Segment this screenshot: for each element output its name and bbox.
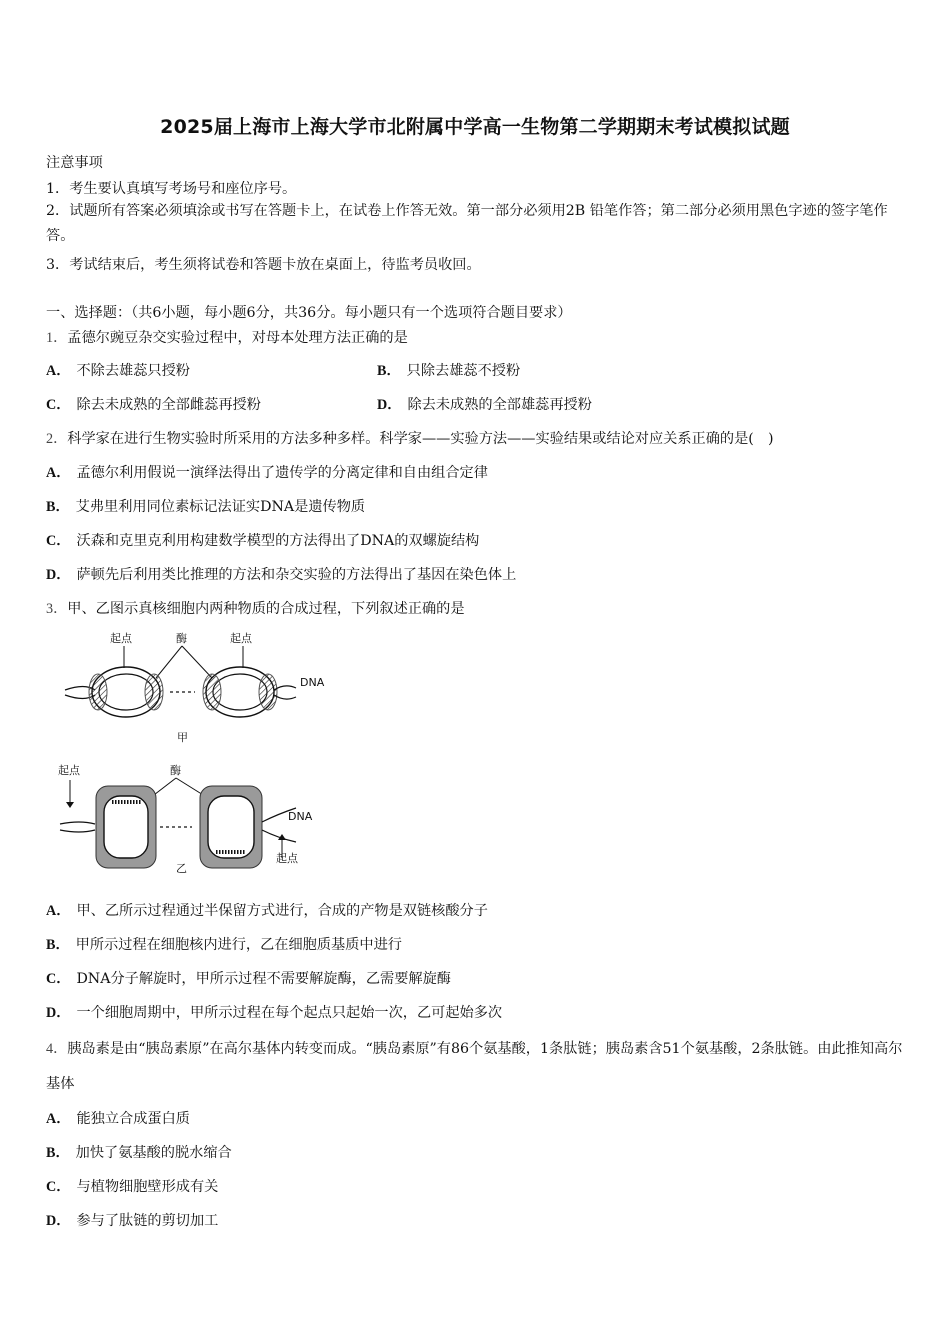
jia-enzyme-pointer <box>156 646 182 678</box>
option-letter: D． <box>46 1005 71 1021</box>
option-letter: A． <box>46 465 71 481</box>
yi-origin-label-2: 起点 <box>276 852 298 865</box>
question-text: 科学家在进行生物实验时所采用的方法多种多样。科学家——实验方法——实验结果或结论对应关系正确的是( ) <box>67 431 774 447</box>
question-text: 甲、乙图示真核细胞内两种物质的合成过程，下列叙述正确的是 <box>67 601 465 617</box>
question-stem <box>46 1032 908 1102</box>
option-b <box>377 360 520 380</box>
figure-jia <box>60 628 350 748</box>
notice-item: 3．考试结束后，考生须将试卷和答题卡放在桌面上，待监考员收回。 <box>46 257 481 273</box>
figure-yi <box>50 758 340 884</box>
option-c <box>46 394 261 414</box>
question-number: 3． <box>46 601 68 617</box>
yi-dna-strand <box>60 822 95 824</box>
jia-caption: 甲 <box>177 731 188 744</box>
option-text: 一个细胞周期中，甲所示过程在每个起点只起始一次，乙可起始多次 <box>76 1005 503 1021</box>
jia-enzyme-blob <box>89 674 107 710</box>
option-c <box>46 968 451 988</box>
option-letter: C． <box>46 533 71 549</box>
option-letter: C． <box>46 397 71 413</box>
question-number: 1． <box>46 330 68 346</box>
question-number: 4． <box>46 1041 68 1057</box>
option-d <box>46 1002 502 1022</box>
yi-dna-label: DNA <box>288 810 313 823</box>
option-text: 除去未成熟的全部雄蕊再授粉 <box>407 397 592 413</box>
option-letter: D． <box>46 1213 71 1229</box>
option-c <box>46 530 479 550</box>
option-b <box>46 496 365 516</box>
yi-origin-label-1: 起点 <box>58 764 80 777</box>
question-text: 胰岛素是由“胰岛素原”在高尔基体内转变而成。“胰岛素原”有86个氨基酸，1条肽链；胰岛素含51个氨基酸，2条肽链。由此推知高尔基体 <box>46 1041 903 1092</box>
option-text: 萨顿先后利用类比推理的方法和杂交实验的方法得出了基因在染色体上 <box>76 567 517 583</box>
option-letter: D． <box>46 567 71 583</box>
option-a <box>46 462 488 482</box>
question-stem <box>46 327 408 347</box>
option-a <box>46 360 190 380</box>
notice-item: 2．试题所有答案必须填涂或书写在答题卡上，在试卷上作答无效。第一部分必须用2B 铅笔作答；第二部分必须用黑色字迹的签字笔作答。 <box>46 203 888 244</box>
section-heading: 一、选择题：（共6小题，每小题6分，共36分。每小题只有一个选项符合题目要求） <box>46 305 572 321</box>
jia-dna-label: DNA <box>300 676 325 689</box>
option-text: 甲、乙所示过程通过半保留方式进行，合成的产物是双链核酸分子 <box>76 903 488 919</box>
option-text: 甲所示过程在细胞核内进行，乙在细胞质基质中进行 <box>75 937 402 953</box>
question-stem <box>46 598 465 618</box>
jia-enzyme-blob <box>145 674 163 710</box>
option-letter: A． <box>46 1111 71 1127</box>
yi-enzyme-label: 酶 <box>170 764 181 777</box>
option-text: 艾弗里利用同位素标记法证实DNA是遗传物质 <box>75 499 366 515</box>
option-text: 能独立合成蛋白质 <box>76 1111 190 1127</box>
option-text: 沃森和克里克利用构建数学模型的方法得出了DNA的双螺旋结构 <box>76 533 480 549</box>
option-text: 只除去雄蕊不授粉 <box>406 363 521 379</box>
jia-origin-label-1: 起点 <box>110 632 132 645</box>
option-c <box>46 1176 218 1196</box>
jia-origin-label-2: 起点 <box>230 632 252 645</box>
jia-enzyme-label: 酶 <box>176 632 187 645</box>
option-a <box>46 1108 190 1128</box>
exam-title: 2025届上海市上海大学市北附属中学高一生物第二学期期末考试模拟试题 <box>160 116 790 138</box>
option-b <box>46 1142 232 1162</box>
option-letter: B． <box>46 937 70 953</box>
jia-enzyme-pointer <box>182 646 212 678</box>
option-text: 孟德尔利用假说一演绎法得出了遗传学的分离定律和自由组合定律 <box>76 465 488 481</box>
notice-item: 1．考生要认真填写考场号和座位序号。 <box>46 181 297 197</box>
yi-dna-strand <box>60 830 95 832</box>
option-letter: C． <box>46 1179 71 1195</box>
option-b <box>46 934 402 954</box>
yi-replication-bubble <box>208 796 254 858</box>
option-letter: C． <box>46 971 71 987</box>
option-d <box>46 1210 218 1230</box>
yi-caption: 乙 <box>176 862 187 875</box>
option-letter: B． <box>377 363 401 379</box>
option-letter: D． <box>377 397 402 413</box>
notice-heading: 注意事项 <box>46 155 103 171</box>
yi-dna-strand <box>262 830 296 842</box>
option-d <box>46 564 516 584</box>
option-a <box>46 900 488 920</box>
option-text: 与植物细胞壁形成有关 <box>76 1179 219 1195</box>
option-letter: B． <box>46 1145 70 1161</box>
option-letter: B． <box>46 499 70 515</box>
option-letter: A． <box>46 903 71 919</box>
option-text: 参与了肽链的剪切加工 <box>76 1213 219 1229</box>
yi-replication-bubble <box>104 796 148 858</box>
question-text: 孟德尔豌豆杂交实验过程中，对母本处理方法正确的是 <box>67 330 408 346</box>
option-text: 不除去雄蕊只授粉 <box>76 363 190 379</box>
yi-origin-arrowhead <box>66 802 74 808</box>
jia-enzyme-blob <box>259 674 277 710</box>
option-text: 加快了氨基酸的脱水缩合 <box>75 1145 232 1161</box>
jia-enzyme-blob <box>203 674 221 710</box>
option-letter: A． <box>46 363 71 379</box>
question-number: 2． <box>46 431 68 447</box>
question-stem <box>46 428 774 448</box>
option-text: 除去未成熟的全部雌蕊再授粉 <box>76 397 261 413</box>
option-d <box>377 394 592 414</box>
option-text: DNA分子解旋时，甲所示过程不需要解旋酶，乙需要解旋酶 <box>76 971 451 987</box>
